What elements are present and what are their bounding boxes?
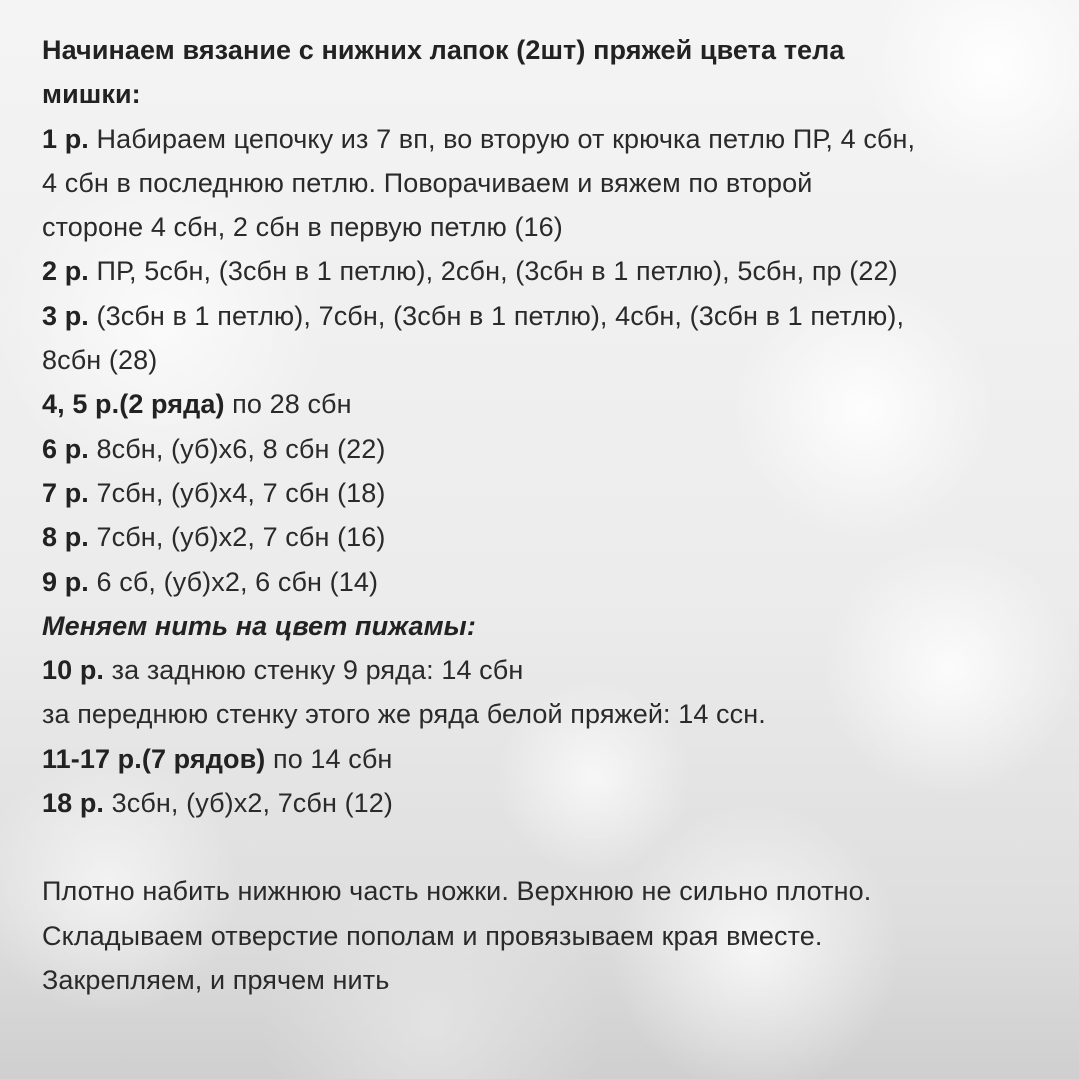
finishing-notes xyxy=(42,869,1072,1002)
row-label: 8 р. xyxy=(42,522,89,553)
row-label: 1 р. xyxy=(42,123,89,154)
row-line xyxy=(42,117,1072,161)
row-label: 3 р. xyxy=(42,300,89,331)
row-line xyxy=(42,427,1072,471)
row-label: 18 р. xyxy=(42,788,105,819)
color-change-heading: Меняем нить на цвет пижамы: xyxy=(42,610,476,641)
heading-line-2: мишки: xyxy=(42,79,141,110)
note-line: Закрепляем, и прячем нить xyxy=(42,964,390,995)
row-line xyxy=(42,382,1072,426)
row-text: за переднюю стенку этого же ряда белой пряжей: 14 ссн. xyxy=(42,699,766,730)
rows-block-2 xyxy=(42,648,1072,825)
row-text: 8сбн (28) xyxy=(42,345,158,376)
row-text: по 14 сбн xyxy=(265,743,393,774)
row-line xyxy=(42,161,1072,205)
row-line xyxy=(42,471,1072,515)
row-text: 8сбн, (уб)х6, 8 сбн (22) xyxy=(88,433,386,464)
note-line: Складываем отверстие пополам и провязываем края вместе. xyxy=(42,920,823,951)
row-label: 2 р. xyxy=(42,256,89,287)
row-text: Набираем цепочку из 7 вп, во вторую от крючка петлю ПР, 4 сбн, xyxy=(88,123,916,154)
row-text: (3сбн в 1 петлю), 7сбн, (3сбн в 1 петлю), 4сбн, (3сбн в 1 петлю), xyxy=(88,300,905,331)
row-text: за заднюю стенку 9 ряда: 14 сбн xyxy=(104,655,524,686)
row-text: 7сбн, (уб)х2, 7 сбн (16) xyxy=(88,522,386,553)
row-line xyxy=(42,737,1072,781)
row-line xyxy=(42,205,1072,249)
row-label: 6 р. xyxy=(42,433,89,464)
row-line xyxy=(42,560,1072,604)
row-label: 9 р. xyxy=(42,566,89,597)
row-text: стороне 4 сбн, 2 сбн в первую петлю (16) xyxy=(42,212,563,243)
row-line xyxy=(42,781,1072,825)
row-line xyxy=(42,515,1072,559)
row-line xyxy=(42,294,1072,338)
row-text: по 28 сбн xyxy=(224,389,352,420)
row-label: 4, 5 р.(2 ряда) xyxy=(42,389,225,420)
crochet-instructions xyxy=(42,28,1072,1002)
row-text: 6 сб, (уб)х2, 6 сбн (14) xyxy=(88,566,379,597)
row-text: 7сбн, (уб)х4, 7 сбн (18) xyxy=(88,477,386,508)
paragraph-gap xyxy=(42,825,1072,869)
row-line xyxy=(42,338,1072,382)
row-text: 4 сбн в последнюю петлю. Поворачиваем и вяжем по второй xyxy=(42,167,813,198)
note-line: Плотно набить нижнюю часть ножки. Верхнюю не сильно плотно. xyxy=(42,876,872,907)
row-line xyxy=(42,249,1072,293)
row-label: 7 р. xyxy=(42,477,89,508)
row-line xyxy=(42,648,1072,692)
heading-line-1: Начинаем вязание с нижних лапок (2шт) пряжей цвета тела xyxy=(42,35,845,65)
row-line xyxy=(42,692,1072,736)
row-label: 11-17 р.(7 рядов) xyxy=(42,743,266,774)
row-text: 3сбн, (уб)х2, 7сбн (12) xyxy=(104,788,394,819)
rows-block-1 xyxy=(42,117,1072,604)
row-text: ПР, 5сбн, (3сбн в 1 петлю), 2сбн, (3сбн в 1 петлю), 5сбн, пр (22) xyxy=(88,256,898,287)
row-label: 10 р. xyxy=(42,655,105,686)
